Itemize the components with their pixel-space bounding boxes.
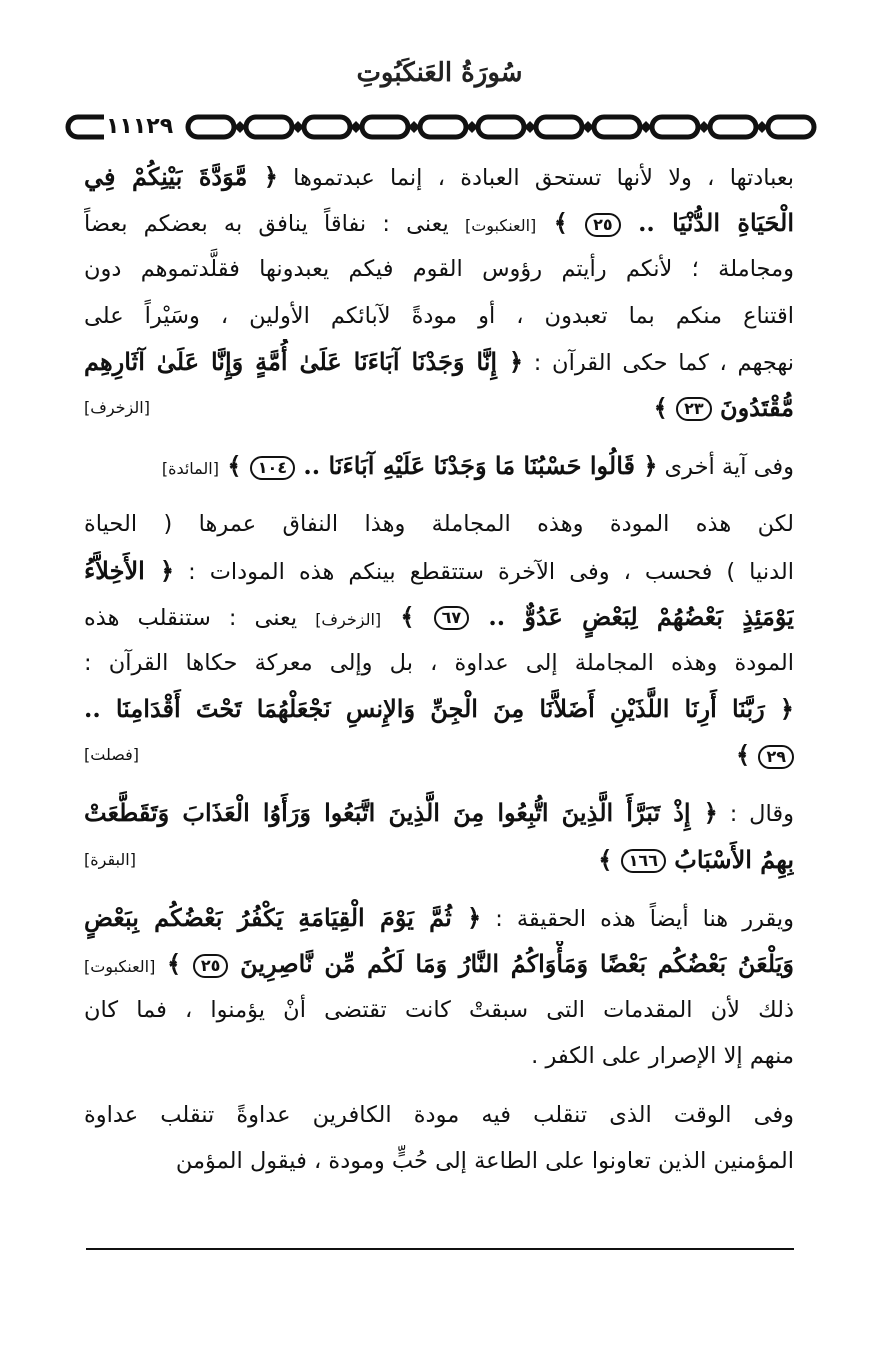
text-line bbox=[84, 1138, 794, 1184]
quran-quote: يَوْمَئِذٍ بَعْضُهُمْ لِبَعْضٍ عَدُوٌّ .. bbox=[469, 601, 794, 631]
quran-quote: ﴾ bbox=[598, 844, 621, 874]
paragraph-gap bbox=[84, 778, 794, 790]
text-line bbox=[84, 154, 794, 200]
text-line bbox=[84, 548, 794, 594]
text-line bbox=[84, 686, 794, 732]
text-line bbox=[84, 1033, 794, 1079]
text-line bbox=[84, 293, 794, 339]
paragraph-gap bbox=[84, 489, 794, 501]
text-line bbox=[84, 941, 794, 987]
prose-text: وفى آية أخرى bbox=[657, 454, 794, 481]
header-ornament-band bbox=[64, 111, 820, 143]
quran-quote: ﴾ bbox=[155, 949, 193, 978]
prose-text: اقتناع منكم بما تعبدون ، أو مودةً لآبائكم الأولين ، وسَيْراً على bbox=[84, 302, 794, 329]
quran-quote: بِهِمُ الأَسْبَابُ bbox=[665, 844, 794, 874]
text-line bbox=[84, 640, 794, 686]
prose-text: يعنى : نفاقاً ينافق به بعضكم بعضاً bbox=[84, 211, 465, 238]
ayah-number-badge: ١٦٦ bbox=[621, 849, 666, 873]
prose-text: المؤمنين الذين تعاونوا على الطاعة إلى حُبٍّ ومودة ، فيقول المؤمن bbox=[175, 1147, 794, 1174]
text-line bbox=[84, 594, 794, 640]
prose-text: منهم إلا الإصرار على الكفر . bbox=[531, 1043, 794, 1070]
text-line bbox=[84, 790, 794, 836]
text-line bbox=[84, 246, 794, 292]
ayah-number-badge: ٢٥ bbox=[585, 213, 621, 237]
ayah-number-badge: ٢٣ bbox=[676, 397, 712, 421]
quran-quote: ﴾ bbox=[381, 601, 434, 631]
quran-quote: ﴿ ثُمَّ يَوْمَ الْقِيَامَةِ يَكْفُرُ بَعْضُكُم بِبَعْضٍ bbox=[84, 902, 482, 932]
quran-quote: ﴾ bbox=[653, 392, 677, 422]
surah-reference: [المائدة] bbox=[161, 459, 219, 479]
quran-quote: ﴾ bbox=[219, 451, 250, 481]
quran-quote: وَيَلْعَنُ بَعْضُكُم بَعْضًا وَمَأْوَاكُمُ النَّارُ وَمَا لَكُم مِّن نَّاصِرِينَ bbox=[228, 949, 794, 978]
text-line bbox=[84, 443, 794, 489]
text-line bbox=[84, 501, 794, 547]
quran-quote: ﴿ إِنَّا وَجَدْنَا آبَاءَنَا عَلَىٰ أُمَّةٍ وَإِنَّا عَلَىٰ آثَارِهِم bbox=[84, 346, 524, 376]
quran-quote: مُّقْتَدُونَ bbox=[711, 392, 794, 422]
page-number: ١١١٢٩ bbox=[104, 111, 175, 143]
text-line bbox=[84, 200, 794, 246]
surah-reference: [العنكبوت] bbox=[84, 957, 156, 976]
surah-reference: [الزخرف] bbox=[315, 609, 382, 629]
text-line bbox=[84, 339, 794, 385]
running-head-surah-title: سُورَةُ العَنكَبُوتِ bbox=[356, 58, 523, 88]
quran-quote: ﴾ bbox=[736, 740, 759, 770]
text-line bbox=[84, 385, 794, 431]
prose-text: وفى الوقت الذى تنقلب فيه مودة الكافرين عداوةً تنقلب عداوة bbox=[84, 1101, 794, 1128]
paragraph-gap bbox=[84, 1080, 794, 1092]
surah-reference: [العنكبوت] bbox=[464, 216, 537, 236]
prose-text: الدنيا ) فحسب ، وفى الآخرة ستتقطع بينكم هذه المودات : bbox=[174, 558, 794, 585]
text-line bbox=[84, 987, 794, 1033]
quran-quote: ﴿ رَبَّنَا أَرِنَا اللَّذَيْنِ أَضَلاَّنَا مِنَ الْجِنِّ وَالإِنسِ نَجْعَلْهُمَا تَحْتَ أَقْدَامِنَا .. bbox=[84, 694, 794, 724]
prose-text: ومجاملة ؛ لأنكم رأيتم رؤوس القوم فيكم يعبدونها فقلَّدتموهم دون bbox=[84, 256, 794, 283]
prose-text: لكن هذه المودة وهذه المجاملة وهذا النفاق عمرها ( الحياة bbox=[84, 511, 794, 538]
paragraph-gap bbox=[84, 431, 794, 443]
ayah-number-badge: ٢٩ bbox=[758, 745, 794, 769]
prose-text: ويقرر هنا أيضاً هذه الحقيقة : bbox=[481, 905, 794, 932]
text-line bbox=[84, 895, 794, 941]
surah-reference: [البقرة] bbox=[84, 849, 136, 869]
quran-quote: ﴿ إِذْ تَبَرَّأَ الَّذِينَ اتُّبِعُوا مِنَ الَّذِينَ اتَّبَعُوا وَرَأَوُا الْعَذَابَ وَتَقَطَّعَتْ bbox=[84, 798, 718, 828]
text-line bbox=[84, 1092, 794, 1138]
ayah-number-badge: ٦٧ bbox=[434, 606, 470, 630]
ayah-number-badge: ١٠٤ bbox=[250, 456, 295, 480]
prose-text: وقال : bbox=[717, 801, 794, 828]
footnote-rule bbox=[86, 1248, 794, 1250]
ayah-number-badge: ٢٥ bbox=[193, 954, 229, 978]
surah-reference: [الزخرف] bbox=[84, 397, 150, 417]
prose-text: ذلك لأن المقدمات التى سبقتْ كانت تقتضى أنْ يؤمنوا ، فما كان bbox=[84, 997, 794, 1024]
body-text bbox=[84, 154, 794, 1184]
paragraph-gap bbox=[84, 883, 794, 895]
quran-quote: ﴿ الأَخِلاَّءُ bbox=[84, 555, 175, 585]
surah-reference: [فصلت] bbox=[84, 745, 140, 765]
prose-text: المودة وهذه المجاملة إلى عداوة ، بل وإلى معركة حكاها القرآن : bbox=[84, 649, 794, 676]
prose-text: نهجهم ، كما حكى القرآن : bbox=[523, 349, 794, 376]
prose-text: بعبادتها ، ولا لأنها تستحق العبادة ، إنما عبدتموها bbox=[277, 165, 794, 191]
quran-quote: ﴿ مَّوَدَّةَ بَيْنِكُمْ فِي bbox=[84, 162, 278, 191]
prose-text: يعنى : ستنقلب هذه bbox=[84, 604, 316, 631]
quran-quote: ﴾ bbox=[536, 208, 586, 238]
text-line bbox=[84, 732, 794, 778]
quran-quote: الْحَيَاةِ الدُّنْيَا .. bbox=[620, 208, 794, 238]
text-line bbox=[84, 837, 794, 883]
quran-quote: ﴿ قَالُوا حَسْبُنَا مَا وَجَدْنَا عَلَيْهِ آبَاءَنَا .. bbox=[295, 451, 658, 481]
